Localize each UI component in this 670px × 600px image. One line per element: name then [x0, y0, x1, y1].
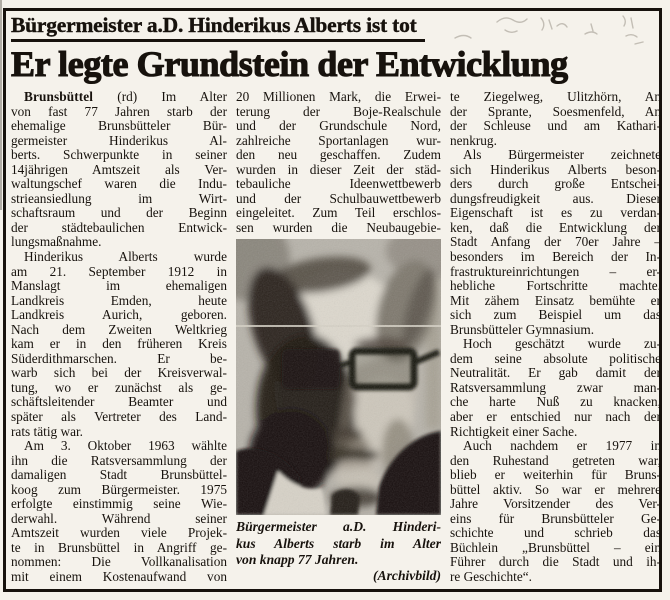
dateline-bold: Brunsbüttel	[24, 89, 94, 104]
kicker-headline: Bürgermeister a.D. Hinderikus Alberts ist tot	[11, 13, 425, 42]
text-line: der städtebaulichen Entwick-	[11, 220, 227, 235]
text-line: den Ruhestand getreten war,	[450, 453, 661, 468]
text-line: der Schleuse und am Kathari-	[450, 119, 661, 134]
text-line: kus Alberts starb im Alter	[236, 535, 441, 551]
text-line: Brunsbütteler Gymnasium.	[450, 322, 595, 337]
scan-edge-artifact	[0, 0, 2, 210]
text-line: Führer durch die Stadt und ih-	[450, 555, 661, 570]
text-line: strieansiedlung im Wirt-	[11, 191, 227, 206]
text-line: terung der Boje-Realschule	[236, 104, 441, 119]
text-line: der Sprante, Soesmenfeld, An	[450, 104, 661, 119]
text-line: dungsfreudigkeit aus. Dieser	[450, 191, 661, 206]
text-line: hebliche Fortschritte machte.	[450, 279, 661, 294]
text-line: Als Bürgermeister zeichnete	[463, 148, 661, 163]
text-line: und der Schulbauwettbewerb	[236, 191, 441, 206]
text-line: am 21. September 1912 in	[11, 264, 227, 279]
text-line: warb sich bei der Kreisverwal-	[11, 366, 227, 381]
text-line: Eigenschaft ist es zu verdan-	[450, 206, 661, 221]
text-line: Richtigkeit einer Sache.	[450, 424, 578, 439]
text-line: 14jährigen Amtszeit als Ver-	[11, 162, 227, 177]
text-line: Landkreis Emden, heute	[11, 293, 227, 308]
text-line: Hoch geschätzt wurde zu-	[463, 337, 661, 352]
text-line: kam er in den früheren Kreis	[11, 337, 227, 352]
text-column-2	[236, 90, 441, 585]
text-line: sen wurden die Neubaugebie-	[236, 220, 441, 235]
text-line: schäftsleitender Beamter und	[11, 395, 227, 410]
text-line: ehemalige Brunsbütteler Bür-	[11, 119, 227, 134]
text-line: blieb er weiterhin für Bruns-	[450, 468, 661, 483]
text-line: tung, wo er zunächst als ge-	[11, 380, 227, 395]
text-line: sich Hinderikus Alberts beson-	[450, 162, 661, 177]
text-line: wurden in dieser Zeit der städ-	[236, 162, 441, 177]
text-line: von knapp 77 Jahren.	[236, 552, 359, 568]
article-body	[11, 90, 661, 585]
text-line: Am 3. Oktober 1963 wählte	[24, 439, 227, 454]
text-line: Hinderikus Alberts wurde	[24, 249, 227, 264]
text-line: ders durch große Entschei-	[450, 177, 661, 192]
text-line: frastruktureinrichtungen – er-	[450, 264, 661, 279]
text-line: erfolgte einstimmig seine Wie-	[11, 497, 227, 512]
text-line: zahlreiche Sportanlagen wur-	[236, 133, 441, 148]
text-line: Mit zähem Einsatz bemühte er	[450, 293, 661, 308]
text-line: che harte Nuß zu knacken,	[450, 395, 661, 410]
text-line: derwahl. Während seiner	[11, 511, 227, 526]
text-line: ihn die Ratsversammlung der	[11, 453, 227, 468]
text-line: damaligen Stadt Brunsbüttel-	[11, 468, 227, 483]
text-line: Landkreis Aurich, geboren.	[11, 308, 227, 323]
text-line: später als Vertreter des Land-	[11, 409, 227, 424]
text-line: nenkrug.	[450, 133, 497, 148]
text-line: Bürgermeister a.D. Hinderi-	[236, 519, 441, 535]
text-line: Amtszeit wurden viele Projek-	[11, 526, 227, 541]
text-line: Süderdithmarschen. Er be-	[11, 351, 227, 366]
text-line: eingeleitet. Zum Teil erschlos-	[236, 206, 441, 221]
text-line: rats tätig war.	[11, 424, 84, 439]
text-line: koog zum Bürgermeister. 1975	[11, 482, 227, 497]
text-line: te in Brunsbüttel in Angriff ge-	[11, 540, 227, 555]
text-line: waltungschef waren die Indu-	[11, 177, 227, 192]
text-line: Nach dem Zweiten Weltkrieg	[11, 322, 227, 337]
text-line: tebauliche Ideenwettbewerb	[236, 177, 441, 192]
text-line: dem seine absolute politische	[450, 351, 661, 366]
text-line: besonders im Bereich der In-	[450, 249, 661, 264]
caption-credit: (Archivbild)	[373, 568, 441, 584]
text-line: Brunsbüttel (rd) Im Alter	[24, 89, 227, 104]
text-line: den neu geschaffen. Zudem	[236, 148, 441, 163]
text-line: lungsmaßnahme.	[11, 235, 102, 250]
text-line: 20 Millionen Mark, die Erwei-	[236, 89, 441, 104]
text-line: Manslagt im ehemaligen	[11, 279, 227, 294]
text-column-3	[450, 90, 661, 585]
text-line: Neutralität. Er gab damit der	[450, 366, 661, 381]
text-column-1	[11, 90, 227, 585]
text-line: Jahre Vorsitzender des Ver-	[450, 497, 661, 512]
text-line: ken, daß die Entwicklung der	[450, 220, 661, 235]
portrait-photo-illustration	[236, 239, 441, 515]
portrait-photo	[236, 239, 441, 515]
text-line: aber er entschied nur nach der	[450, 409, 661, 424]
text-line: te Ziegelweg, Ulitzhörn, An	[450, 89, 661, 104]
text-line: berts. Schwerpunkte in seiner	[11, 148, 227, 163]
text-line: Ratsversammlung zwar man-	[450, 380, 661, 395]
text-line: re Geschichte“.	[450, 570, 532, 584]
text-line: sich zum Beispiel um das	[450, 308, 661, 323]
text-line: Auch nachdem er 1977 in	[463, 439, 661, 454]
main-headline: Er legte Grundstein der Entwicklung	[11, 44, 568, 85]
text-line: von fast 77 Jahren starb der	[11, 104, 227, 119]
article	[11, 13, 661, 585]
text-line: und der Grundschule Nord,	[236, 119, 441, 134]
text-line: nommen: Die Vollkanalisation	[11, 555, 227, 570]
text-line: eins für Brunsbütteler Ge-	[450, 511, 661, 526]
text-line: mit einem Kostenaufwand von	[11, 570, 227, 584]
text-line: Stadt Anfang der 70er Jahre –	[450, 235, 661, 250]
column-2-text	[236, 90, 441, 235]
text-line: germeister Hinderikus Al-	[11, 133, 227, 148]
photo-caption	[236, 519, 441, 568]
text-line: Büchlein „Brunsbüttel – ein	[450, 540, 661, 555]
text-line: büttel aktiv. So war er mehrere	[450, 482, 661, 497]
text-line: schaftsraum und der Beginn	[11, 206, 227, 221]
text-line: schichte und schrieb das	[450, 526, 661, 541]
